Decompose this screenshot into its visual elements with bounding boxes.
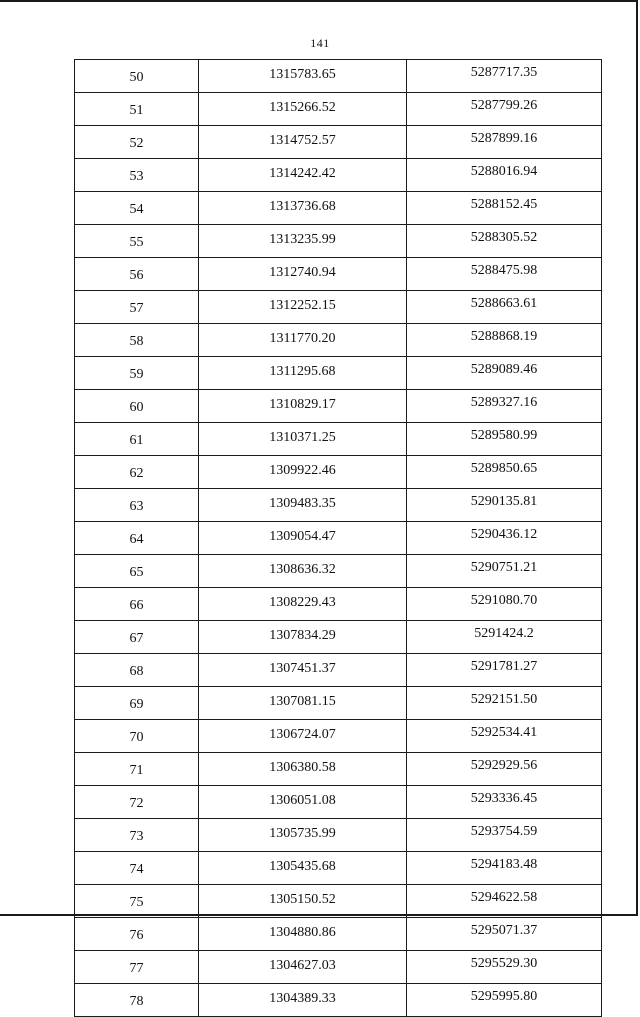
x-coordinate-cell: 1315783.65 (199, 60, 407, 93)
y-coordinate-cell: 5292151.50 (407, 687, 602, 720)
point-number-cell: 75 (75, 885, 199, 918)
table-row (75, 687, 602, 720)
x-coordinate-cell: 1314242.42 (199, 159, 407, 192)
x-coordinate-cell: 1304627.03 (199, 951, 407, 984)
table-row (75, 984, 602, 1017)
x-coordinate-cell: 1311770.20 (199, 324, 407, 357)
x-coordinate-cell: 1312740.94 (199, 258, 407, 291)
x-coordinate-cell: 1307451.37 (199, 654, 407, 687)
y-coordinate-cell: 5287799.26 (407, 93, 602, 126)
table-row (75, 60, 602, 93)
coordinates-table-body (75, 60, 602, 1017)
y-coordinate-cell: 5292929.56 (407, 753, 602, 786)
point-number-cell: 65 (75, 555, 199, 588)
x-coordinate-cell: 1315266.52 (199, 93, 407, 126)
point-number-cell: 51 (75, 93, 199, 126)
point-number-cell: 55 (75, 225, 199, 258)
point-number-cell: 63 (75, 489, 199, 522)
y-coordinate-cell: 5291424.2 (407, 621, 602, 654)
point-number-cell: 52 (75, 126, 199, 159)
point-number-cell: 50 (75, 60, 199, 93)
point-number-cell: 58 (75, 324, 199, 357)
y-coordinate-cell: 5287899.16 (407, 126, 602, 159)
table-row (75, 390, 602, 423)
y-coordinate-cell: 5289327.16 (407, 390, 602, 423)
table-row (75, 93, 602, 126)
point-number-cell: 60 (75, 390, 199, 423)
table-row (75, 159, 602, 192)
x-coordinate-cell: 1306380.58 (199, 753, 407, 786)
x-coordinate-cell: 1307834.29 (199, 621, 407, 654)
point-number-cell: 61 (75, 423, 199, 456)
y-coordinate-cell: 5290436.12 (407, 522, 602, 555)
x-coordinate-cell: 1308229.43 (199, 588, 407, 621)
x-coordinate-cell: 1304389.33 (199, 984, 407, 1017)
y-coordinate-cell: 5292534.41 (407, 720, 602, 753)
y-coordinate-cell: 5295071.37 (407, 918, 602, 951)
table-row (75, 819, 602, 852)
x-coordinate-cell: 1311295.68 (199, 357, 407, 390)
point-number-cell: 78 (75, 984, 199, 1017)
y-coordinate-cell: 5288016.94 (407, 159, 602, 192)
y-coordinate-cell: 5287717.35 (407, 60, 602, 93)
table-row (75, 225, 602, 258)
table-row (75, 621, 602, 654)
table-row (75, 588, 602, 621)
y-coordinate-cell: 5291080.70 (407, 588, 602, 621)
page-number: 141 (310, 36, 330, 50)
point-number-cell: 72 (75, 786, 199, 819)
table-row (75, 489, 602, 522)
y-coordinate-cell: 5290135.81 (407, 489, 602, 522)
point-number-cell: 62 (75, 456, 199, 489)
point-number-cell: 71 (75, 753, 199, 786)
point-number-cell: 68 (75, 654, 199, 687)
y-coordinate-cell: 5293754.59 (407, 819, 602, 852)
point-number-cell: 53 (75, 159, 199, 192)
table-row (75, 126, 602, 159)
point-number-cell: 57 (75, 291, 199, 324)
table-row (75, 852, 602, 885)
x-coordinate-cell: 1305735.99 (199, 819, 407, 852)
y-coordinate-cell: 5288152.45 (407, 192, 602, 225)
x-coordinate-cell: 1312252.15 (199, 291, 407, 324)
x-coordinate-cell: 1306724.07 (199, 720, 407, 753)
table-row (75, 291, 602, 324)
x-coordinate-cell: 1310829.17 (199, 390, 407, 423)
table-row (75, 258, 602, 291)
table-row (75, 324, 602, 357)
coordinates-table (74, 59, 602, 1017)
table-row (75, 654, 602, 687)
table-row (75, 522, 602, 555)
point-number-cell: 74 (75, 852, 199, 885)
y-coordinate-cell: 5293336.45 (407, 786, 602, 819)
table-row (75, 456, 602, 489)
table-row (75, 753, 602, 786)
table-row (75, 192, 602, 225)
point-number-cell: 66 (75, 588, 199, 621)
x-coordinate-cell: 1308636.32 (199, 555, 407, 588)
point-number-cell: 67 (75, 621, 199, 654)
y-coordinate-cell: 5294622.58 (407, 885, 602, 918)
x-coordinate-cell: 1309483.35 (199, 489, 407, 522)
point-number-cell: 77 (75, 951, 199, 984)
point-number-cell: 64 (75, 522, 199, 555)
x-coordinate-cell: 1310371.25 (199, 423, 407, 456)
y-coordinate-cell: 5288305.52 (407, 225, 602, 258)
table-row (75, 918, 602, 951)
y-coordinate-cell: 5295995.80 (407, 984, 602, 1017)
y-coordinate-cell: 5288475.98 (407, 258, 602, 291)
table-row (75, 720, 602, 753)
x-coordinate-cell: 1313235.99 (199, 225, 407, 258)
y-coordinate-cell: 5289089.46 (407, 357, 602, 390)
x-coordinate-cell: 1309922.46 (199, 456, 407, 489)
y-coordinate-cell: 5290751.21 (407, 555, 602, 588)
x-coordinate-cell: 1314752.57 (199, 126, 407, 159)
table-row (75, 786, 602, 819)
x-coordinate-cell: 1305150.52 (199, 885, 407, 918)
table-row (75, 885, 602, 918)
x-coordinate-cell: 1313736.68 (199, 192, 407, 225)
y-coordinate-cell: 5294183.48 (407, 852, 602, 885)
table-row (75, 357, 602, 390)
y-coordinate-cell: 5288663.61 (407, 291, 602, 324)
point-number-cell: 54 (75, 192, 199, 225)
point-number-cell: 70 (75, 720, 199, 753)
x-coordinate-cell: 1309054.47 (199, 522, 407, 555)
y-coordinate-cell: 5291781.27 (407, 654, 602, 687)
y-coordinate-cell: 5289580.99 (407, 423, 602, 456)
x-coordinate-cell: 1305435.68 (199, 852, 407, 885)
point-number-cell: 56 (75, 258, 199, 291)
point-number-cell: 59 (75, 357, 199, 390)
y-coordinate-cell: 5289850.65 (407, 456, 602, 489)
x-coordinate-cell: 1304880.86 (199, 918, 407, 951)
point-number-cell: 76 (75, 918, 199, 951)
point-number-cell: 69 (75, 687, 199, 720)
table-row (75, 555, 602, 588)
table-row (75, 423, 602, 456)
x-coordinate-cell: 1306051.08 (199, 786, 407, 819)
point-number-cell: 73 (75, 819, 199, 852)
table-row (75, 951, 602, 984)
y-coordinate-cell: 5295529.30 (407, 951, 602, 984)
y-coordinate-cell: 5288868.19 (407, 324, 602, 357)
x-coordinate-cell: 1307081.15 (199, 687, 407, 720)
